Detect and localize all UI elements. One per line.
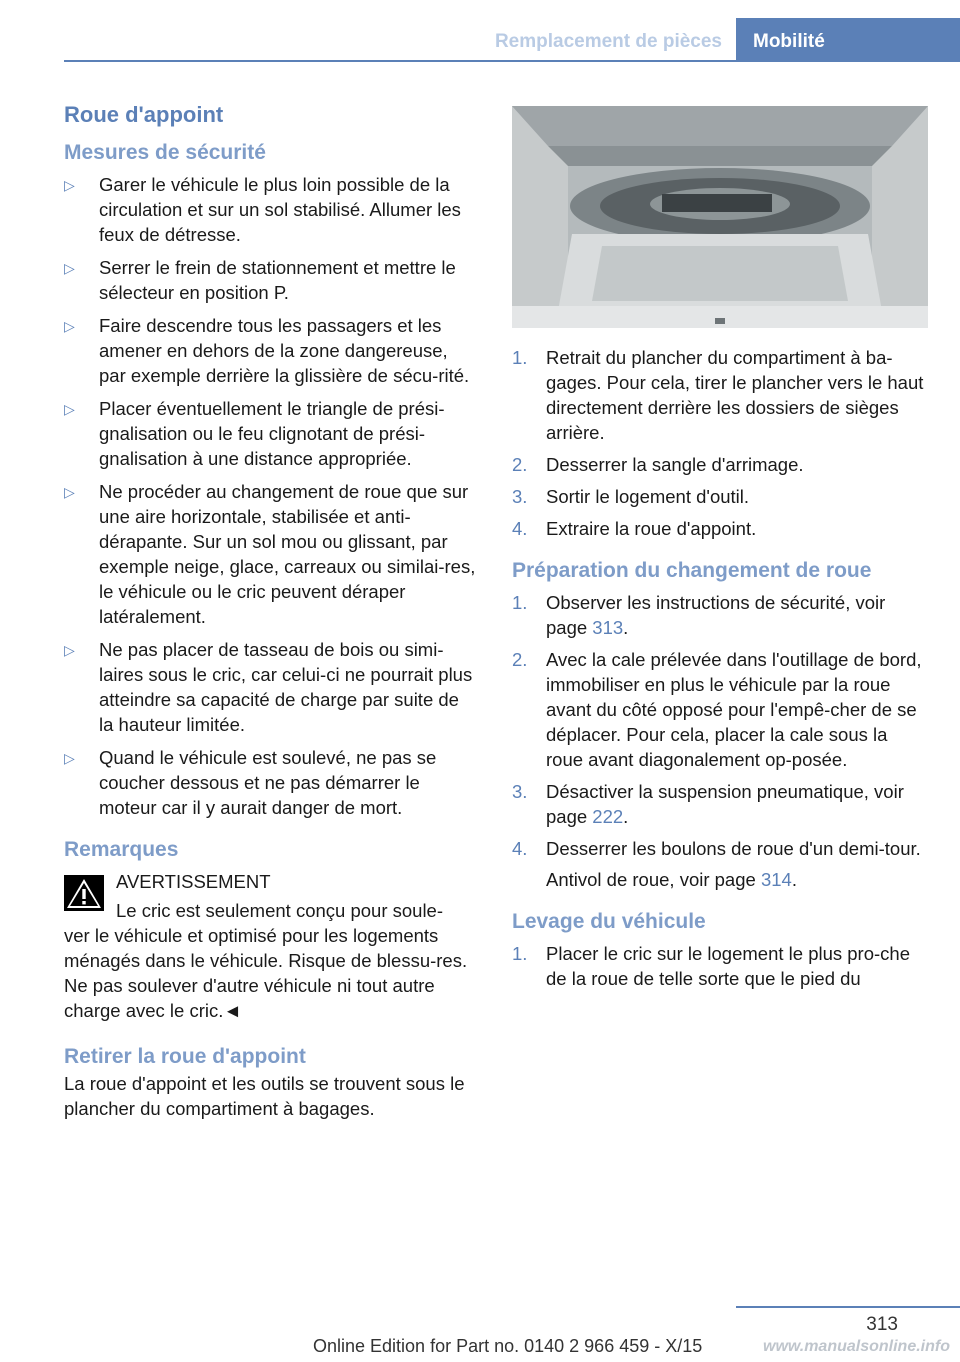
bullet-triangle-icon: ▷ bbox=[64, 260, 75, 276]
step-subparagraph: Antivol de roue, voir page 314. bbox=[546, 869, 797, 890]
page-link[interactable]: 222 bbox=[592, 806, 624, 827]
lift-steps-list bbox=[512, 941, 928, 991]
section-title: Roue d'appoint bbox=[64, 102, 224, 127]
right-column bbox=[512, 106, 928, 998]
safety-item: ▷ Ne pas placer de tasseau de bois ou simi‐laires sous le cric, car celui-ci ne pourrait plus atteindre sa capacité de charge par suite de la hauteur limitée. bbox=[64, 639, 473, 735]
safety-heading: Mesures de sécurité bbox=[64, 141, 266, 164]
safety-item: ▷ Ne procéder au changement de roue que sur une aire horizontale, stabilisée et anti‐dérapante. Sur un sol mou ou glissant, par exemple neige, glace, carreaux ou similai‐res, le véhicule ou le cric peuvent déraper latéralement. bbox=[64, 481, 476, 627]
bullet-triangle-icon: ▷ bbox=[64, 177, 75, 193]
page-number: 313 bbox=[866, 1314, 898, 1335]
page-header bbox=[0, 0, 960, 62]
step-item: 1. Placer le cric sur le logement le plus pro‐che de la roue de telle sorte que le pied du bbox=[512, 943, 910, 989]
remove-heading: Retirer la roue d'appoint bbox=[64, 1045, 306, 1068]
safety-item: ▷ Quand le véhicule est soulevé, ne pas se coucher dessous et ne pas démarrer le moteur car il y aurait danger de mort. bbox=[64, 747, 437, 818]
remove-text: La roue d'appoint et les outils se trouvent sous le plancher du compartiment à bagages. bbox=[64, 1073, 465, 1119]
warning-text: Le cric est seulement conçu pour soule‐ ver le véhicule et optimisé pour les logements ménagés dans le véhicule. Risque de blessu‐res. Ne pas soulever d'autre véhicule ni tout autre charge avec le cric.◄ bbox=[64, 900, 468, 1021]
step-item: 3. Désactiver la suspension pneumatique, voir page 222. bbox=[512, 781, 904, 827]
warning-block bbox=[64, 869, 478, 894]
watermark: www.manualsonline.info bbox=[763, 1338, 950, 1355]
safety-item: ▷ Faire descendre tous les passagers et les amener en dehors de la zone dangereuse, par exemple derrière la glissière de sécu‐rité. bbox=[64, 315, 470, 386]
footer-rule bbox=[736, 1306, 960, 1308]
page-link[interactable]: 313 bbox=[592, 617, 624, 638]
remarks-heading: Remarques bbox=[64, 838, 179, 861]
safety-item: ▷ Garer le véhicule le plus loin possible de la circulation et sur un sol stabilisé. Allumer les feux de détresse. bbox=[64, 174, 461, 245]
step-item: 4. Desserrer les boulons de roue d'un demi-tour. Antivol de roue, voir page 314. bbox=[512, 836, 928, 892]
bullet-triangle-icon: ▷ bbox=[64, 750, 75, 766]
step-item: 1. Retrait du plancher du compartiment à ba‐gages. Pour cela, tirer le plancher vers le haut directement derrière les dossiers de sièges arrière. bbox=[512, 347, 924, 443]
header-rule bbox=[64, 60, 736, 62]
step-item: 2. Avec la cale prélevée dans l'outillage de bord, immobiliser en plus le véhicule par la roue avant du côté opposé pour l'empê‐cher de se déplacer. Pour cela, placer la cale sous la roue avant diagonalement op‐posée. bbox=[512, 649, 922, 770]
bullet-triangle-icon: ▷ bbox=[64, 484, 75, 500]
step-item: 3. Sortir le logement d'outil. bbox=[512, 486, 750, 507]
safety-item: ▷ Placer éventuellement le triangle de prési‐gnalisation ou le feu clignotant de prési‐gnalisation à une distance appropriée. bbox=[64, 398, 445, 469]
page-link[interactable]: 314 bbox=[760, 869, 792, 890]
step-item: 4. Extraire la roue d'appoint. bbox=[512, 518, 757, 539]
step-item: 1. Observer les instructions de sécurité, voir page 313. bbox=[512, 592, 886, 638]
footer-edition: Online Edition for Part no. 0140 2 966 459 - X/15 bbox=[313, 1336, 703, 1356]
bullet-triangle-icon: ▷ bbox=[64, 642, 75, 658]
left-column bbox=[64, 96, 478, 1121]
safety-list bbox=[64, 172, 478, 820]
bullet-triangle-icon: ▷ bbox=[64, 401, 75, 417]
trunk-spare-wheel-image bbox=[512, 106, 928, 328]
header-chapter-tab: Mobilité bbox=[736, 18, 960, 62]
lift-heading: Levage du véhicule bbox=[512, 910, 706, 933]
prep-steps-list bbox=[512, 590, 928, 892]
step-item: 2. Desserrer la sangle d'arrimage. bbox=[512, 454, 804, 475]
header-section-title: Remplacement de pièces bbox=[494, 31, 722, 52]
warning-label: AVERTISSEMENT bbox=[116, 871, 271, 892]
safety-item: ▷ Serrer le frein de stationnement et mettre le sélecteur en position P. bbox=[64, 257, 456, 303]
remove-steps-list bbox=[512, 345, 928, 541]
trunk-illustration bbox=[512, 106, 928, 328]
bullet-triangle-icon: ▷ bbox=[64, 318, 75, 334]
prep-heading: Préparation du changement de roue bbox=[512, 559, 872, 582]
warning-triangle-icon bbox=[64, 875, 104, 911]
